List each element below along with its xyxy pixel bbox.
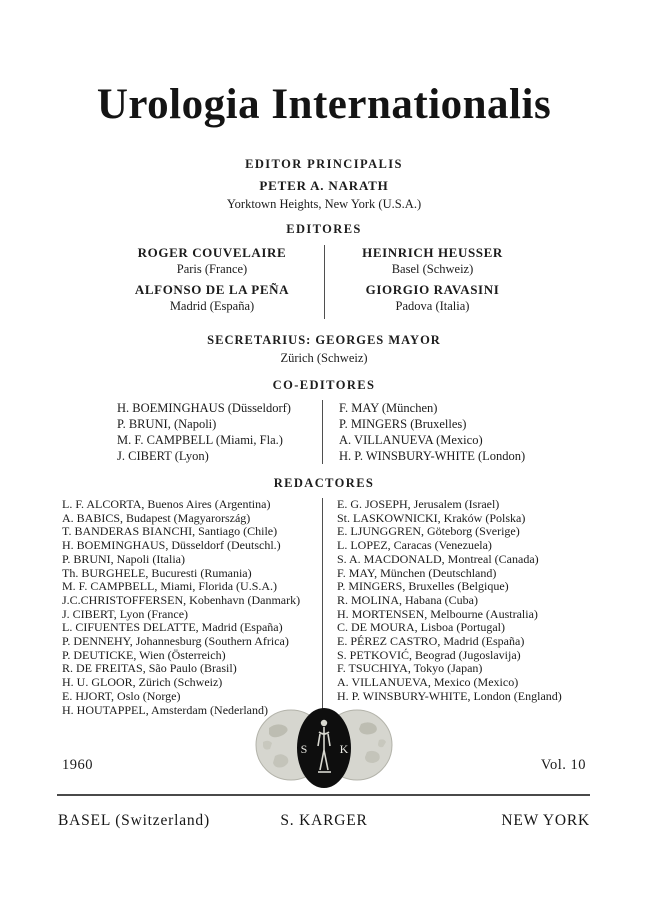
redactor-entry: L. F. ALCORTA, Buenos Aires (Argentina) (62, 497, 271, 511)
co-editor-entry: P. MINGERS (Bruxelles) (339, 417, 467, 431)
redactores-right-column (323, 498, 648, 717)
editor-entry (100, 245, 324, 277)
redactor-entry: St. LASKOWNICKI, Kraków (Polska) (337, 510, 526, 525)
editor-principalis-heading: EDITOR PRINCIPALIS (245, 157, 403, 171)
redactor-entry: Th. BURGHELE, Bucuresti (Rumania) (62, 565, 252, 580)
editor-location: Paris (France) (176, 262, 248, 276)
redactor-entry: R. MOLINA, Habana (Cuba) (337, 592, 478, 607)
redactor-entry: A. BABICS, Budapest (Magyarország) (62, 510, 251, 525)
redactor-entry: T. BANDERAS BIANCHI, Santiago (Chile) (62, 524, 278, 539)
redactor-entry: S. PETKOVIĆ, Beograd (Jugoslavija) (337, 647, 521, 662)
publisher-city-newyork: NEW YORK (501, 812, 590, 829)
publisher-city-basel: BASEL (Switzerland) (58, 812, 210, 829)
editor-entry (100, 282, 324, 314)
year-label: 1960 (62, 757, 93, 773)
co-editor-entry: H. BOEMINGHAUS (Düsseldorf) (117, 401, 291, 415)
editor-location: Basel (Schweiz) (391, 262, 474, 276)
redactor-entry: H. MORTENSEN, Melbourne (Australia) (337, 606, 538, 621)
co-editores-heading: CO-EDITORES (272, 378, 376, 392)
redactor-entry: M. F. CAMPBELL, Miami, Florida (U.S.A.) (62, 579, 278, 594)
karger-globes-logo (249, 708, 399, 795)
redactor-entry: E. PÉREZ CASTRO, Madrid (España) (337, 634, 525, 649)
editor-name: GIORGIO RAVASINI (365, 282, 500, 297)
secretarius-location: Zürich (Schweiz) (280, 351, 368, 365)
editor-entry (325, 282, 540, 314)
co-editores-left-column (0, 400, 322, 464)
co-editor-entry: P. BRUNI, (Napoli) (117, 417, 217, 431)
publisher-name: S. KARGER (280, 812, 368, 829)
year-volume-row (0, 757, 648, 774)
redactores-columns (0, 498, 648, 717)
editores-heading: EDITORES (286, 222, 362, 236)
secretarius-heading: SECRETARIUS: GEORGES MAYOR (207, 333, 441, 347)
redactor-entry: L. CIFUENTES DELATTE, Madrid (España) (62, 620, 283, 635)
redactor-entry: S. A. MACDONALD, Montreal (Canada) (337, 551, 539, 566)
redactor-entry: P. MINGERS, Bruxelles (Belgique) (337, 579, 509, 594)
footer-rule (57, 794, 590, 796)
redactor-entry: E. G. JOSEPH, Jerusalem (Israel) (337, 497, 500, 511)
redactor-entry: J. CIBERT, Lyon (France) (62, 606, 189, 621)
redactor-entry: R. DE FREITAS, São Paulo (Brasil) (62, 661, 237, 676)
co-editores-right-column (323, 400, 648, 464)
redactor-entry: L. LOPEZ, Caracas (Venezuela) (337, 538, 492, 553)
redactor-entry: H. HOUTAPPEL, Amsterdam (Nederland) (62, 702, 268, 717)
editor-name: HEINRICH HEUSSER (362, 245, 503, 260)
redactor-entry: E. LJUNGGREN, Göteborg (Sverige) (337, 524, 520, 539)
editor-name: ALFONSO DE LA PEÑA (134, 282, 290, 297)
redactor-entry: F. MAY, München (Deutschland) (337, 565, 497, 580)
editores-right-column (325, 245, 648, 319)
redactor-entry: C. DE MOURA, Lisboa (Portugal) (337, 620, 505, 635)
co-editor-entry: J. CIBERT (Lyon) (117, 449, 209, 463)
editor-principalis-location: Yorktown Heights, New York (U.S.A.) (226, 197, 422, 211)
volume-label: Vol. 10 (540, 757, 586, 773)
journal-title: Urologia Internationalis (96, 81, 552, 128)
logo-letter-k: K (339, 742, 349, 756)
redactores-left-column (0, 498, 322, 717)
redactores-heading: REDACTORES (273, 476, 375, 490)
logo-letter-s: S (300, 742, 308, 756)
editor-name: ROGER COUVELAIRE (137, 245, 287, 260)
co-editor-entry: H. P. WINSBURY-WHITE (London) (339, 449, 526, 463)
editor-location: Madrid (España) (169, 299, 255, 313)
editores-left-column (0, 245, 324, 319)
redactor-entry: P. DEUTICKE, Wien (Österreich) (62, 647, 226, 662)
redactor-entry: P. BRUNI, Napoli (Italia) (62, 551, 185, 566)
co-editor-entry: A. VILLANUEVA (Mexico) (339, 433, 483, 447)
publisher-row (58, 812, 590, 830)
redactor-entry: A. VILLANUEVA, Mexico (Mexico) (337, 675, 519, 690)
co-editor-entry: F. MAY (München) (339, 401, 438, 415)
co-editor-entry: M. F. CAMPBELL (Miami, Fla.) (117, 433, 283, 447)
editor-location: Padova (Italia) (395, 299, 470, 313)
redactor-entry: P. DENNEHY, Johannesburg (Southern Africa) (62, 634, 289, 649)
editor-entry (325, 245, 540, 277)
redactor-entry: F. TSUCHIYA, Tokyo (Japan) (337, 661, 483, 676)
redactor-entry: H. P. WINSBURY-WHITE, London (England) (337, 688, 562, 703)
redactor-entry: H. BOEMINGHAUS, Düsseldorf (Deutschl.) (62, 538, 281, 553)
redactor-entry: H. U. GLOOR, Zürich (Schweiz) (62, 675, 223, 690)
redactor-entry: J.C.CHRISTOFFERSEN, Kobenhavn (Danmark) (62, 592, 301, 607)
co-editores-columns (0, 400, 648, 464)
editores-columns (0, 245, 648, 319)
karger-globes-icon (249, 708, 399, 790)
editor-principalis-name: PETER A. NARATH (259, 178, 389, 193)
redactor-entry: E. HJORT, Oslo (Norge) (62, 688, 181, 703)
